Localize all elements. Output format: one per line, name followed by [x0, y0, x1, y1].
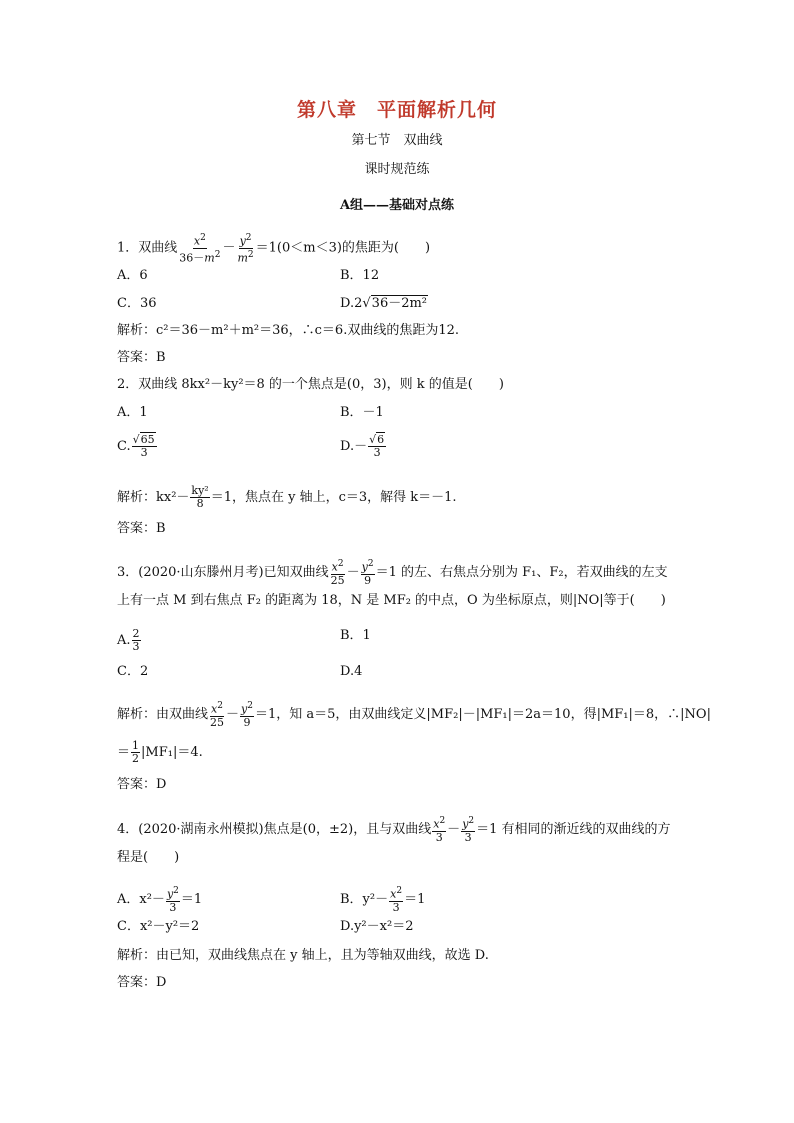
q3-solution-frac-1: $\frac{x^2}{25}$	[210, 701, 225, 729]
q3-option-a-frac	[132, 628, 141, 653]
q2-option-c	[117, 434, 158, 459]
q4-option-b	[340, 885, 425, 914]
q3-solution-line2-prefix: ＝	[117, 745, 131, 760]
q1-solution: 解析：c²＝36－m²＋m²＝36，∴c＝6.双曲线的焦距为12.	[117, 323, 460, 338]
q3-option-a	[117, 628, 142, 653]
q2-option-d	[340, 434, 387, 459]
subtitle: 课时规范练	[364, 162, 430, 177]
q4-answer: 答案：D	[117, 975, 167, 990]
q4-option-a	[117, 885, 202, 914]
q2-solution-frac-num: ky²	[191, 484, 209, 497]
q3-frac-1: $\frac{x^2}{25}$	[330, 559, 345, 587]
q1-frac-2: $\frac{y^2}{m^2}$	[237, 233, 254, 265]
q4-option-b-prefix: B．y²－	[340, 891, 389, 907]
q2-option-d-den: 3	[373, 446, 381, 459]
q2-solution-suffix: ＝1，焦点在 y 轴上，c＝3，解得 k＝－1.	[210, 490, 457, 505]
section-title: 第七节 双曲线	[351, 133, 443, 148]
q1-frac-1: $\frac{x^2}{36-m^2}$	[179, 233, 221, 265]
q3-solution-suffix: ＝1，知 a＝5，由双曲线定义|MF₂|－|MF₁|＝2a＝10，得|MF₁|＝8，∴|NO|	[254, 706, 711, 722]
q3-solution-line2	[117, 740, 203, 765]
q3-option-a-den: 3	[132, 640, 140, 653]
q1-stem: 1．双曲线 $\frac{x^2}{36-m^2}$ － $\frac{y^2}{m^2}$ ＝1(0＜m＜3)的焦距为( )	[117, 233, 431, 265]
q3-solution: 解析：由双曲线 $\frac{x^2}{25}$ － $\frac{y^2}{9}$ ＝1，知 a＝5，由双曲线定义|MF₂|－|MF₁|＝2a＝10，得|MF₁|＝8，∴|NO|	[117, 701, 711, 729]
q4-option-a-frac: $\frac{y^2}{3}$	[166, 886, 179, 914]
q4-solution: 解析：由已知，双曲线焦点在 y 轴上，且为等轴双曲线，故选 D.	[117, 948, 489, 963]
q4-option-c: C．x²－y²＝2	[117, 919, 200, 934]
q1-option-c: C．36	[117, 296, 157, 311]
q2-option-d-frac: $\frac{√6}{3}$	[369, 433, 385, 459]
q3-solution-half: $\frac{1}{2}$	[132, 739, 140, 765]
q2-option-b: B．－1	[340, 405, 384, 420]
q4-stem: 4．(2020·湖南永州模拟)焦点是(0，±2)，且与双曲线 $\frac{x^2}{3}$ － $\frac{y^2}{3}$ ＝1 有相同的渐近线的双曲线的方	[117, 816, 671, 844]
q2-solution-frac-den: 8	[196, 497, 204, 510]
q1-answer: 答案：B	[117, 350, 166, 365]
q2-option-c-den: 3	[140, 446, 148, 459]
q3-option-c: C．2	[117, 664, 149, 679]
q3-answer: 答案：D	[117, 777, 167, 792]
q3-option-d: D.4	[340, 664, 363, 679]
q3-frac-2: $\frac{y^2}{9}$	[361, 559, 374, 587]
q2-solution-prefix: 解析：kx²－	[117, 490, 190, 505]
q3-solution-line2-suffix: |MF₁|＝4.	[141, 745, 203, 760]
q1-option-d-prefix: D.2	[340, 296, 363, 311]
q4-frac-1: $\frac{x^2}{3}$	[433, 816, 446, 844]
q4-option-d: D.y²－x²＝2	[340, 919, 414, 934]
q2-option-a: A．1	[117, 405, 148, 420]
q1-stem-prefix: 1．双曲线	[117, 240, 178, 256]
q4-option-b-frac: $\frac{x^2}{3}$	[390, 886, 403, 914]
q3-option-b: B．1	[340, 628, 371, 643]
q4-stem-prefix: 4．(2020·湖南永州模拟)焦点是(0，±2)，且与双曲线	[117, 821, 432, 837]
q3-solution-prefix: 解析：由双曲线	[117, 706, 209, 722]
q2-solution-frac	[190, 485, 209, 510]
q1-option-d: D.2√36－2m²	[340, 296, 428, 311]
q4-option-a-suffix: ＝1	[180, 891, 203, 907]
q3-option-a-prefix: A.	[117, 633, 131, 648]
q2-stem: 2．双曲线 8kx²－ky²＝8 的一个焦点是(0，3)，则 k 的值是( )	[117, 377, 504, 392]
q4-stem-suffix: ＝1 有相同的渐近线的双曲线的方	[476, 821, 671, 837]
q2-answer: 答案：B	[117, 521, 166, 536]
q2-option-c-num: 65	[140, 433, 155, 446]
q2-solution	[117, 485, 457, 510]
q3-option-a-num: 2	[132, 627, 140, 640]
q2-option-c-prefix: C.	[117, 439, 131, 454]
q1-option-a: A．6	[117, 268, 148, 283]
q3-stem-line2: 上有一点 M 到右焦点 F₂ 的距离为 18，N 是 MF₂ 的中点，O 为坐标原点，则|NO|等于( )	[117, 593, 666, 608]
q2-option-d-num: 6	[377, 433, 385, 446]
q1-option-b: B．12	[340, 268, 380, 283]
chapter-title: 第八章 平面解析几何	[296, 99, 497, 121]
q3-stem-prefix: 3．(2020·山东滕州月考)已知双曲线	[117, 564, 329, 580]
q4-option-a-prefix: A．x²－	[117, 891, 165, 907]
q2-option-d-prefix: D.－	[340, 439, 368, 454]
q4-stem-line2: 程是( )	[117, 850, 180, 865]
q1-stem-suffix: ＝1(0＜m＜3)的焦距为( )	[255, 240, 431, 256]
q1-option-d-sqrt: 36－2m²	[371, 296, 428, 311]
q4-frac-2: $\frac{y^2}{3}$	[462, 816, 475, 844]
q3-stem-suffix: ＝1 的左、右焦点分别为 F₁、F₂，若双曲线的左支	[375, 564, 668, 580]
group-title: A组——基础对点练	[339, 198, 455, 213]
q3-stem: 3．(2020·山东滕州月考)已知双曲线 $\frac{x^2}{25}$ － $\frac{y^2}{9}$ ＝1 的左、右焦点分别为 F₁、F₂，若双曲线的左支	[117, 559, 668, 587]
q4-option-b-suffix: ＝1	[404, 891, 426, 907]
q2-option-c-frac: $\frac{√65}{3}$	[132, 433, 155, 459]
q3-solution-frac-2: $\frac{y^2}{9}$	[241, 701, 253, 729]
